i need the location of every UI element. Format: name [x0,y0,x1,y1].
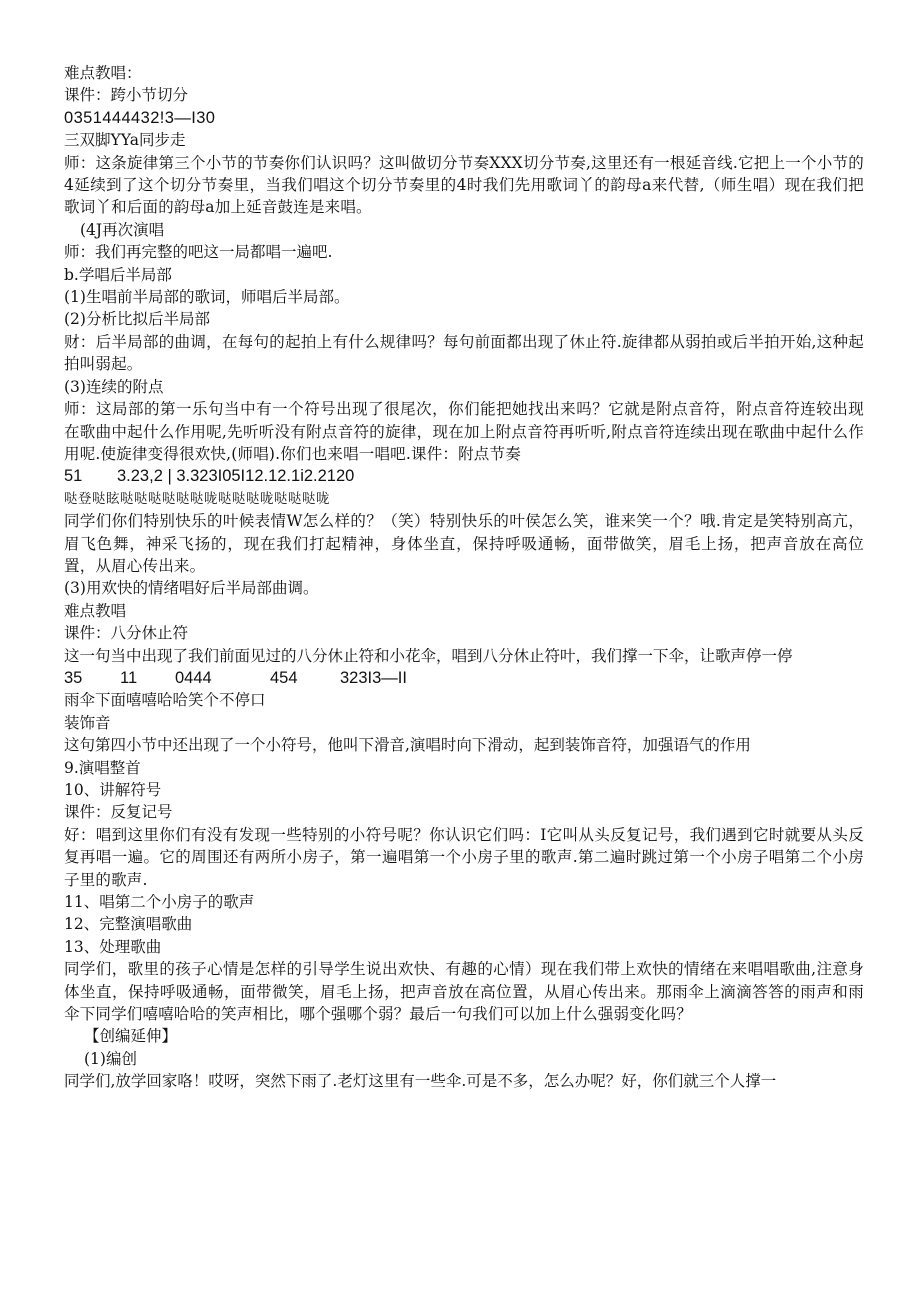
courseware-label: 课件：反复记号 [64,803,173,822]
section-heading: 【创编延伸】 [84,1027,178,1046]
notation-line [64,667,864,689]
step-item: (2)分析比拟后半局部 [64,310,210,329]
step-item: (3)用欢快的情绪唱好后半局部曲调。 [64,579,319,598]
paragraph: 师：我们再完整的吧这一局都唱一遍吧. [64,243,333,262]
notation-segment: 454 [270,668,298,687]
step-heading: 13、处理歌曲 [64,937,162,956]
notation-segment: 3.23,2 | 3.323I05I12.12.1i2.2120 [117,467,355,486]
lyrics-line: 雨伞下面嘻嘻哈哈笑个不停口 [64,691,266,710]
notation-segment: 0444 [175,668,212,687]
notation-line [64,465,864,487]
step-item: (1)编创 [84,1049,137,1068]
paragraph: 同学们,放学回家咯！哎呀，突然下雨了.老灯这里有一些伞.可是不多，怎么办呢？好，你们就三个人撑一 [64,1072,777,1091]
paragraph: 师：这条旋律第三个小节的节奏你们认识吗？这叫做切分节奏XXX切分节奏,这里还有一根延音线.它把上一个小节的4延续到了这个切分节奏里，当我们唱这个切分节奏里的4时我们先用歌词丫的韵母a来代替,（师生唱）现在我们把歌词丫和后面的韵母a加上延音鼓连是来唱。 [64,153,864,217]
paragraph: 这一句当中出现了我们前面见过的八分休止符和小花伞，唱到八分休止符叶，我们撑一下伞，让歌声停一停 [64,646,793,665]
paragraph: 同学们，歌里的孩子心情是怎样的引导学生说出欢快、有趣的心情）现在我们带上欢快的情绪在来唱唱歌曲,注意身体坐直，保持呼吸通畅，面带微笑，眉毛上扬，把声音放在高位置，从眉心传出来。那雨伞上滴滴答答的雨声和雨伞下同学们嘻嘻哈哈的笑声相比，哪个强哪个弱？最后一句我们可以加上什么强弱变化吗？ [64,960,864,1024]
notation-segment: 35 [64,668,83,687]
notation-segment: 323I3—II [340,668,407,687]
notation-segment: 11 [120,668,138,687]
lyrics-line: 三双脚YYa同步走 [64,131,186,150]
step-label: (4J再次演唱 [80,220,165,239]
lyrics-line: 哒登哒眩哒哒哒哒哒哒咙哒哒哒咙哒哒哒咙 [64,490,330,507]
paragraph: 好：唱到这里你们有没有发现一些特别的小符号呢？你认识它们吗：I它叫从头反复记号，我们遇到它时就要从头反复再唱一遍。它的周围还有两所小房子，第一遍唱第一个小房子里的歌声.第二遍时跳过第一个小房子唱第二个小房子里的歌声. [64,825,864,889]
document-page [64,62,864,1093]
courseware-label: 课件：跨小节切分 [64,86,189,105]
notation-line: 0351444432!3—I30 [64,108,216,127]
paragraph: 这句第四小节中还出现了一个小符号，他叫下滑音,演唱时向下滑动，起到装饰音符，加强语气的作用 [64,736,751,755]
step-heading: 9.演唱整首 [64,758,141,777]
section-heading: 难点教唱： [64,64,142,82]
paragraph: 同学们你们特别快乐的叶候表情W怎么样的？（笑）特别快乐的叶侯怎么笑，谁来笑一个？哦.肯定是笑特别高亢，眉飞色舞，神采飞扬的，现在我们打起精神，身体坐直，保持呼吸通畅，面带做笑，眉毛上扬，把声音放在高位置，从眉心传出来。 [64,512,864,575]
paragraph: 财：后半局部的曲调，在每句的起拍上有什么规律吗？每句前面都出现了休止符.旋律都从弱拍或后半拍开始,这种起拍叫弱起。 [64,332,864,374]
step-heading: b.学唱后半局部 [64,265,172,284]
step-heading: 10、讲解符号 [64,781,162,799]
notation-segment: 51 [64,467,83,486]
section-heading: 装饰音 [64,713,111,732]
paragraph: 师：这局部的第一乐句当中有一个符号出现了很尾次，你们能把她找出来吗？它就是附点音符，附点音符连较出现在歌曲中起什么作用呢,先听听没有附点音符的旋律，现在加上附点音符再听听,附点音符连续出现在歌曲中起什么作用呢.使旋律变得很欢快,(师唱).你们也来唱一唱吧.课件：附点节奏 [64,400,864,463]
step-item: (1)生唱前半局部的歌词，师唱后半局部。 [64,288,350,307]
courseware-label: 课件：八分休止符 [64,624,189,643]
section-heading: 难点教唱 [64,601,127,620]
step-heading: 11、唱第二个小房子的歌声 [64,893,255,912]
step-item: (3)连续的附点 [64,377,164,396]
step-heading: 12、完整演唱歌曲 [64,915,193,934]
